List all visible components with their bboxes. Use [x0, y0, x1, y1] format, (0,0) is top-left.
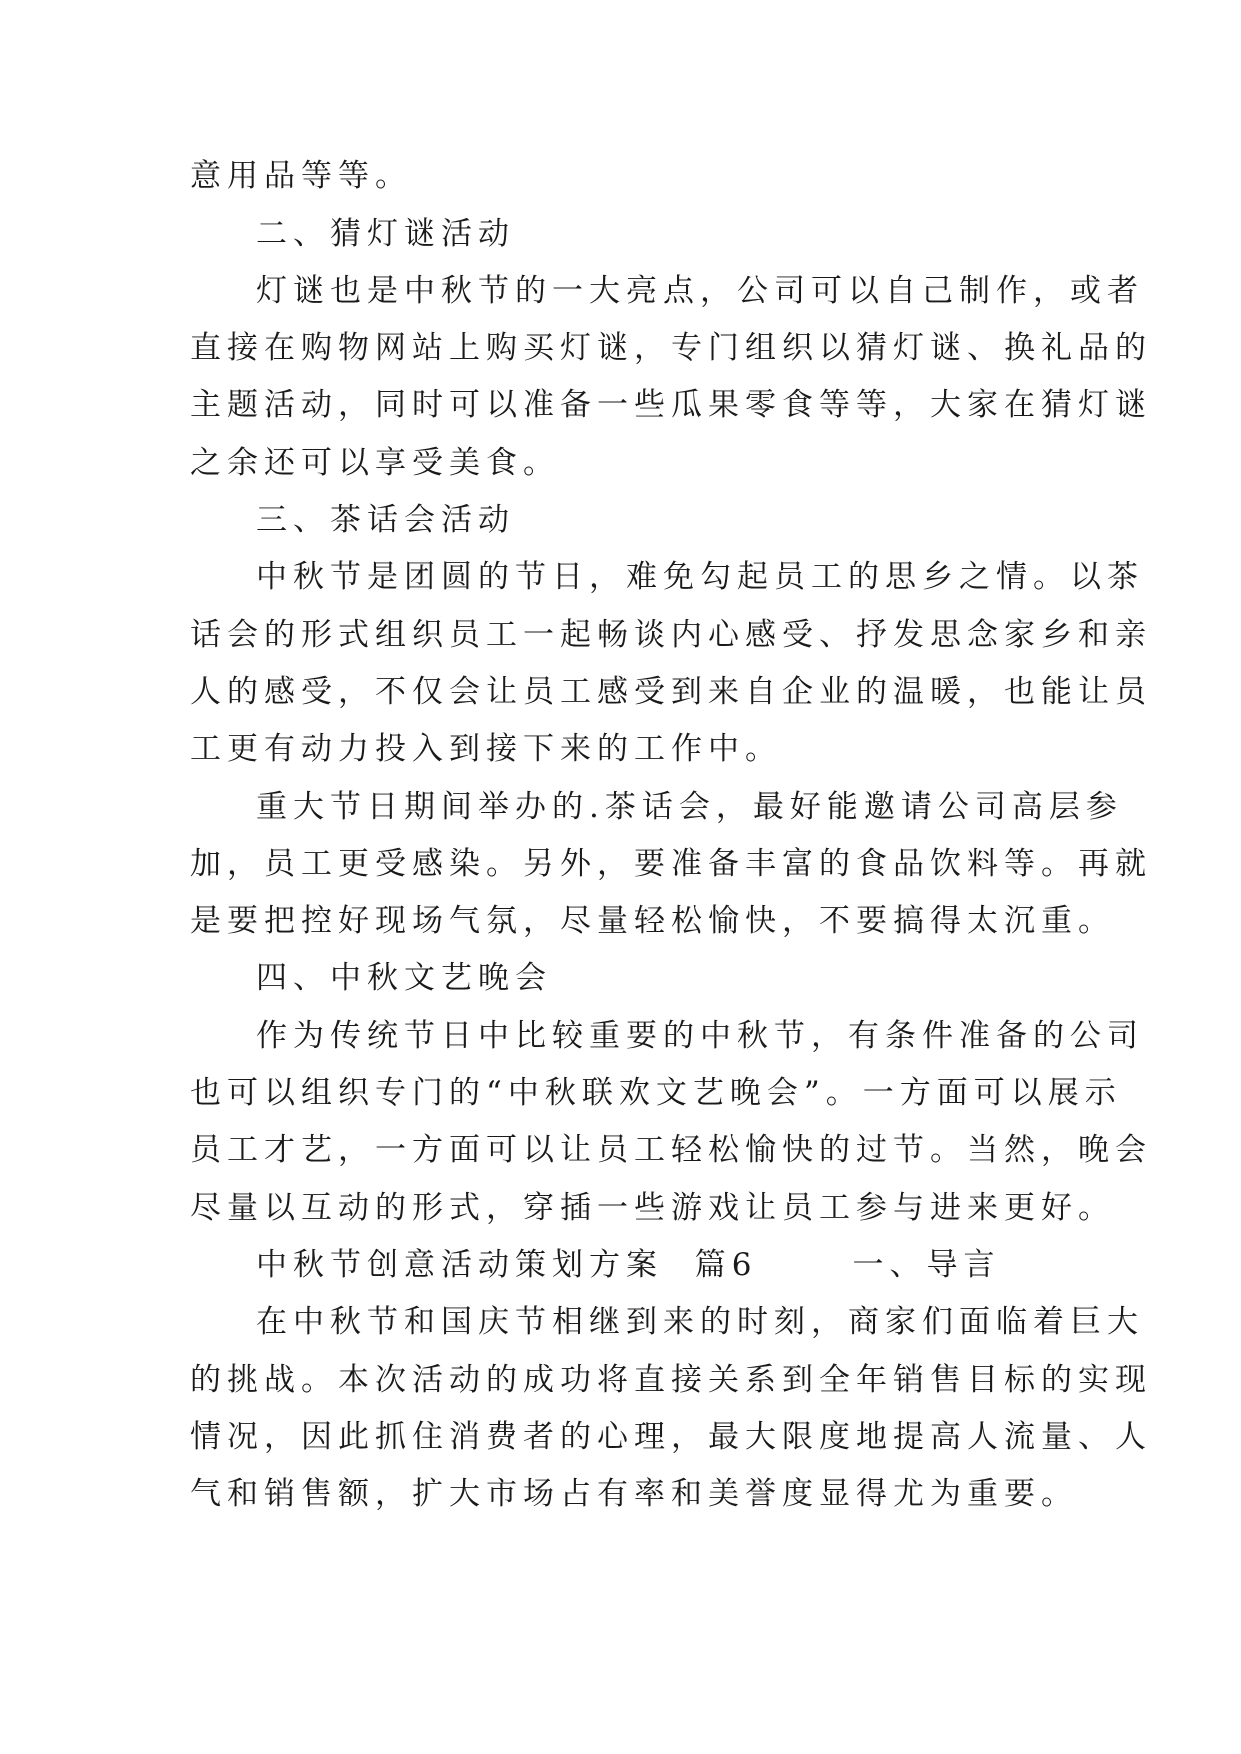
paragraph-line: 加，员工更受感染。另外，要准备丰富的食品饮料等。再就: [190, 846, 1152, 882]
paragraph-line: 直接在购物网站上购买灯谜，专门组织以猜灯谜、换礼品的: [190, 330, 1152, 366]
paragraph-line: 在中秋节和国庆节相继到来的时刻，商家们面临着巨大: [256, 1304, 1144, 1340]
paragraph-line: 之余还可以享受美食。: [190, 445, 560, 481]
paragraph-line: 尽量以互动的形式，穿插一些游戏让员工参与进来更好。: [190, 1190, 1115, 1226]
section-heading: 三、茶话会活动: [256, 502, 515, 538]
body-text-line: 意用品等等。: [190, 158, 412, 194]
paragraph-line: 主题活动，同时可以准备一些瓜果零食等等，大家在猜灯谜: [190, 387, 1152, 423]
article-heading: 中秋节创意活动策划方案 篇6 一、导言: [256, 1247, 1001, 1283]
paragraph-line: 的挑战。本次活动的成功将直接关系到全年销售目标的实现: [190, 1362, 1152, 1398]
paragraph-line: 作为传统节日中比较重要的中秋节，有条件准备的公司: [256, 1018, 1144, 1054]
paragraph-line: 也可以组织专门的“中秋联欢文艺晚会”。一方面可以展示: [190, 1075, 1122, 1111]
paragraph-line: 气和销售额，扩大市场占有率和美誉度显得尤为重要。: [190, 1476, 1078, 1512]
paragraph-line: 灯谜也是中秋节的一大亮点，公司可以自己制作，或者: [256, 273, 1144, 309]
paragraph-line: 中秋节是团圆的节日，难免勾起员工的思乡之情。以茶: [256, 559, 1144, 595]
section-heading: 二、猜灯谜活动: [256, 216, 515, 252]
paragraph-line: 话会的形式组织员工一起畅谈内心感受、抒发思念家乡和亲: [190, 617, 1152, 653]
paragraph-line: 工更有动力投入到接下来的工作中。: [190, 731, 782, 767]
paragraph-line: 员工才艺，一方面可以让员工轻松愉快的过节。当然，晚会: [190, 1132, 1152, 1168]
section-heading: 四、中秋文艺晚会: [256, 960, 552, 996]
paragraph-line: 人的感受，不仅会让员工感受到来自企业的温暖，也能让员: [190, 674, 1152, 710]
paragraph-line: 是要把控好现场气氛，尽量轻松愉快，不要搞得太沉重。: [190, 903, 1115, 939]
paragraph-line: 重大节日期间举办的.茶话会，最好能邀请公司高层参: [256, 789, 1123, 825]
paragraph-line: 情况，因此抓住消费者的心理，最大限度地提高人流量、人: [190, 1419, 1152, 1455]
